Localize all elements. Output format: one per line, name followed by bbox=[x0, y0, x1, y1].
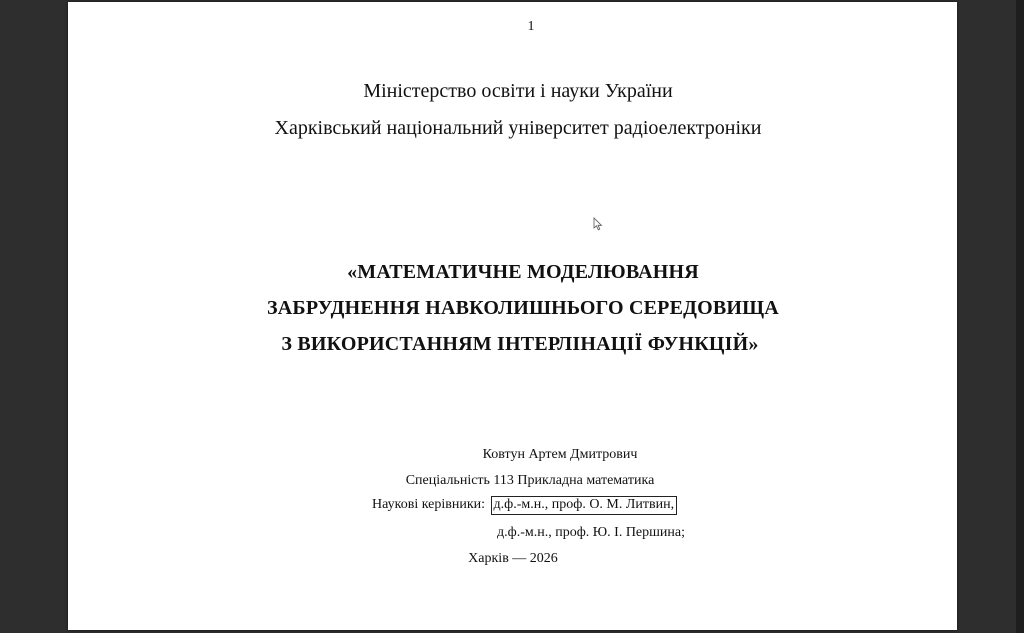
specialty-line: Спеціальність 113 Прикладна математика bbox=[405, 473, 655, 488]
supervisors-row bbox=[372, 496, 677, 515]
mouse-pointer-icon bbox=[593, 217, 603, 231]
document-page[interactable] bbox=[68, 2, 957, 630]
thesis-title-line-2: ЗАБРУДНЕННЯ НАВКОЛИШНЬОГО СЕРЕДОВИЩА bbox=[267, 297, 779, 319]
author-name: Ковтун Артем Дмитрович bbox=[482, 447, 638, 462]
supervisors-label: Наукові керівники: bbox=[372, 497, 486, 512]
thesis-title-line-3: З ВИКОРИСТАННЯМ ІНТЕРЛІНАЦІЇ ФУНКЦІЙ» bbox=[281, 333, 759, 355]
ministry-heading: Міністерство освіти і науки України bbox=[363, 80, 673, 102]
thesis-title-line-1: «МАТЕМАТИЧНЕ МОДЕЛЮВАННЯ bbox=[347, 261, 699, 283]
viewer-right-edge bbox=[1016, 0, 1024, 633]
supervisor-1-selection[interactable]: д.ф.-м.н., проф. О. М. Литвин, bbox=[491, 496, 678, 515]
supervisor-2: д.ф.-м.н., проф. Ю. І. Першина; bbox=[497, 525, 686, 540]
university-heading: Харківський національний університет радіоелектроніки bbox=[274, 117, 762, 139]
page-number: 1 bbox=[527, 19, 535, 34]
city-year: Харків — 2026 bbox=[468, 551, 558, 566]
